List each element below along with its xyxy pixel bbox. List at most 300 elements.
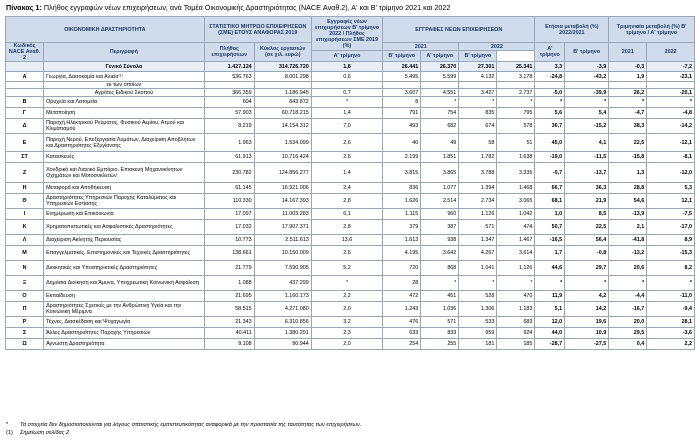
cell-description: Γεωργία, Δασοκομία και Αλιεία⁽¹⁾ [44,72,205,82]
cell-change-q1: 5,1 [535,302,565,317]
total-label: Γενικό Σύνολο [44,62,205,72]
cell-turnover: 437.299 [254,276,311,291]
cell-change-q2: 22,5 [565,220,609,235]
cell-a-2022: 1.347 [459,235,497,246]
cell-a-2021: 28 [383,276,421,291]
table-row [6,276,695,291]
cell-change-q2: 4,1 [565,134,609,152]
cell-change-q2: -11,5 [565,152,609,163]
cell-description: εκ των οποίων [44,82,205,89]
cell-description: Άλλες Δραστηριότητες Παροχής Υπηρεσιών [44,328,205,339]
cell-b-2022: 185 [497,339,535,350]
cell-enterprises: 1.088 [204,276,254,291]
cell-turnover: 1.160.173 [254,291,311,302]
cell-change-q2: -43,2 [565,72,609,82]
cell-enterprises: 17.097 [204,209,254,220]
cell-quarter-2022: 28,1 [647,317,695,328]
total-row [6,62,695,72]
total-b-2021: 26.370 [421,62,459,72]
cell-quarter-2022 [647,82,695,89]
table-row [6,246,695,261]
cell-ratio: 2,8 [311,220,382,235]
cell-turnover: 1.534.099 [254,134,311,152]
cell-b-2021: 960 [421,209,459,220]
cell-change-q1: * [535,276,565,291]
cell-a-2022: 1.306 [459,302,497,317]
cell-change-q1: -5,0 [535,89,565,97]
cell-a-2022 [459,82,497,89]
cell-a-2022: 528 [459,291,497,302]
cell-quarter-2022: -4,8 [647,108,695,119]
table-row [6,152,695,163]
footnote [6,430,361,438]
cell-nace-code: Α [6,72,44,82]
header-annual-change: Ετήσια μεταβολή (%) 2022/2021 [535,17,609,43]
cell-change-q2: -39,9 [565,89,609,97]
cell-change-q1: -24,8 [535,72,565,82]
cell-change-q1: 11,9 [535,291,565,302]
cell-quarter-2021: 26,2 [609,89,647,97]
cell-enterprises: 230.782 [204,163,254,183]
total-enterprises: 1.427.124 [204,62,254,72]
cell-enterprises: 61.145 [204,183,254,194]
cell-quarter-2021: 1,3 [609,163,647,183]
cell-quarter-2022: -12,0 [647,163,695,183]
cell-a-2022: * [459,97,497,108]
cell-ratio: 2,0 [311,339,382,350]
header-quarter-2022: 2022 [647,43,695,62]
cell-b-2022 [497,82,535,89]
cell-b-2022: 1.183 [497,302,535,317]
header-quarter-2021: 2021 [609,43,647,62]
cell-b-2021: 4.551 [421,89,459,97]
cell-a-2021: 3.815 [383,163,421,183]
cell-quarter-2022: -7,5 [647,209,695,220]
header-registrations: ΕΓΓΡΑΦΕΣ ΝΕΩΝ ΕΠΙΧΕΙΡΗΣΕΩΝ [383,17,535,43]
cell-quarter-2022: -14,2 [647,119,695,134]
cell-nace-code: Β [6,97,44,108]
cell-nace-code: Ο [6,291,44,302]
cell-change-q2: -13,7 [565,163,609,183]
cell-quarter-2021: -4,7 [609,108,647,119]
cell-change-q2: 29,7 [565,261,609,276]
cell-a-2021: 40 [383,134,421,152]
cell-b-2021: 1.077 [421,183,459,194]
cell-b-2021: 255 [421,339,459,350]
cell-turnover: 60.718.215 [254,108,311,119]
cell-turnover: 90.944 [254,339,311,350]
cell-enterprises: 536.763 [204,72,254,82]
cell-nace-code: Γ [6,108,44,119]
table-row [6,194,695,209]
cell-b-2021 [421,82,459,89]
cell-quarter-2021: -4,4 [609,291,647,302]
cell-turnover: 17.907.371 [254,220,311,235]
cell-a-2021: 4.195 [383,246,421,261]
cell-a-2021: 2.199 [383,152,421,163]
footnotes [6,422,361,438]
caption-label: Πίνακας 1: [6,3,42,12]
cell-quarter-2021: -15,8 [609,152,647,163]
cell-b-2022: 1.638 [497,152,535,163]
cell-change-q2: 10,9 [565,328,609,339]
cell-a-2021: 379 [383,220,421,235]
cell-description: Χρηματοπιστωτικές και Ασφαλιστικές Δραστηριότητες [44,220,205,235]
header-change-q2: Β' τρίμηνο [565,43,609,62]
header-ratio: Εγγραφές νέων επιχειρήσεων Β' τρίμηνο 2022 / Πλήθος επιχειρήσεων ΣΜΕ 2019 (%) [311,17,382,51]
cell-quarter-2021: 20,0 [609,317,647,328]
cell-a-2021: 3.607 [383,89,421,97]
cell-description: Κατασκευές [44,152,205,163]
cell-turnover: 10.716.424 [254,152,311,163]
cell-ratio: 0,6 [311,72,382,82]
footnote-mark: * [6,422,9,428]
cell-description: Μεταφορά και Αποθήκευση [44,183,205,194]
cell-description: Εκπαίδευση [44,291,205,302]
table-row [6,183,695,194]
cell-a-2021: 476 [383,317,421,328]
cell-b-2021: 3.642 [421,246,459,261]
cell-nace-code: Θ [6,194,44,209]
cell-quarter-2021: 54,6 [609,194,647,209]
cell-b-2022: 470 [497,291,535,302]
cell-a-2021: 493 [383,119,421,134]
cell-b-2022: 1.467 [497,235,535,246]
cell-ratio: 2,6 [311,134,382,152]
cell-enterprises: 604 [204,97,254,108]
header-nace-code: Κωδικός NACE Αναθ. 2 [6,43,44,62]
table-row [6,339,695,350]
cell-quarter-2022: * [647,276,695,291]
cell-description: Παροχή Ηλεκτρικού Ρεύματος, Φυσικού Αερίου, Ατμού και Κλιματισμού [44,119,205,134]
cell-b-2021: 49 [421,134,459,152]
cell-change-q1: 36,7 [535,119,565,134]
table-row [6,163,695,183]
cell-quarter-2021: -41,8 [609,235,647,246]
cell-b-2021: 868 [421,261,459,276]
cell-a-2022: 3.788 [459,163,497,183]
total-b-2022: 25.341 [497,62,535,72]
table-row [6,317,695,328]
cell-quarter-2022: -12,1 [647,134,695,152]
table-row [6,235,695,246]
cell-change-q2: -15,2 [565,119,609,134]
total-quarter-2021: -0,3 [609,62,647,72]
cell-quarter-2022: 8,9 [647,235,695,246]
cell-quarter-2022: -17,0 [647,220,695,235]
cell-b-2021: 2.514 [421,194,459,209]
cell-description: Δραστηριότητες Σχετικές με την Ανθρώπινη Υγεία και την Κοινωνική Μέριμνα [44,302,205,317]
cell-a-2021: 254 [383,339,421,350]
cell-b-2021: 754 [421,108,459,119]
cell-quarter-2022: * [647,97,695,108]
cell-description: Αγρότες Ειδικού Σκοπού [44,89,205,97]
cell-enterprises: 21.695 [204,291,254,302]
cell-a-2021: 836 [383,183,421,194]
cell-change-q1: 45,0 [535,134,565,152]
table-row [6,72,695,82]
cell-a-2021: 472 [383,291,421,302]
cell-change-q1: 44,6 [535,261,565,276]
cell-enterprises: 138.661 [204,246,254,261]
cell-ratio: 6,1 [311,209,382,220]
cell-b-2022: * [497,97,535,108]
table-row [6,119,695,134]
cell-turnover: 843.872 [254,97,311,108]
cell-turnover: 16.921.006 [254,183,311,194]
cell-b-2022: 3.614 [497,246,535,261]
cell-a-2021 [383,82,421,89]
cell-b-2022: 51 [497,134,535,152]
header-enterprises: Πλήθος επιχειρήσεων [204,43,254,62]
header-a-2022: Α' τρίμηνο [421,51,459,62]
table-row [6,134,695,152]
total-ratio: 1,8 [311,62,382,72]
table-row [6,261,695,276]
cell-enterprises [204,82,254,89]
cell-a-2021: 791 [383,108,421,119]
cell-a-2022: 181 [459,339,497,350]
cell-a-2022: 571 [459,220,497,235]
cell-b-2021: 938 [421,235,459,246]
cell-ratio: 2,3 [311,328,382,339]
cell-a-2022: 1.041 [459,261,497,276]
cell-turnover: 4.271.080 [254,302,311,317]
cell-description: Ορυχεία και Λατομεία [44,97,205,108]
cell-change-q2: 19,6 [565,317,609,328]
cell-quarter-2021: -13,2 [609,246,647,261]
cell-turnover: 124.856.277 [254,163,311,183]
cell-ratio: 13,6 [311,235,382,246]
cell-ratio: 2,0 [311,302,382,317]
cell-enterprises: 58.515 [204,302,254,317]
cell-b-2022: 3.178 [497,72,535,82]
cell-a-2021: 1.115 [383,209,421,220]
cell-b-2021: 5.599 [421,72,459,82]
cell-change-q1: 1,7 [535,246,565,261]
table-row [6,82,695,89]
cell-change-q1: 50,7 [535,220,565,235]
cell-a-2022: 58 [459,134,497,152]
cell-quarter-2021: 0,4 [609,339,647,350]
cell-change-q2: -27,5 [565,339,609,350]
cell-a-2022: 4.132 [459,72,497,82]
total-a-2022: 27.301 [459,62,497,72]
cell-nace-code: ΣΤ [6,152,44,163]
cell-b-2022: 578 [497,119,535,134]
cell-description: Αγνωστη Δραστηριότητα [44,339,205,350]
cell-nace-code: Μ [6,246,44,261]
cell-ratio: 2,6 [311,246,382,261]
cell-b-2022: 924 [497,328,535,339]
cell-b-2022: 3.065 [497,194,535,209]
cell-change-q2: * [565,97,609,108]
cell-ratio [311,82,382,89]
caption-text: Πλήθος εγγραφών νέων επιχειρήσεων, ανά Τομέα Οικονομικής Δραστηριότητας (NACE Αναθ.2), Α' και Β' τρίμηνο 2021 και 2022 [43,3,451,12]
statistics-table [5,16,695,350]
cell-turnover: 7.590.905 [254,261,311,276]
cell-change-q2: 8,5 [565,209,609,220]
table-row [6,328,695,339]
cell-ratio: 1,4 [311,163,382,183]
cell-quarter-2021: 38,3 [609,119,647,134]
cell-change-q2: * [565,276,609,291]
cell-nace-code [6,89,44,97]
cell-change-q1: -0,7 [535,163,565,183]
cell-a-2021: 5.495 [383,72,421,82]
cell-turnover: 11.003.283 [254,209,311,220]
header-b-2021: Β' τρίμηνο [383,51,421,62]
cell-nace-code: Κ [6,220,44,235]
cell-b-2021: 1.851 [421,152,459,163]
table-row [6,108,695,119]
cell-a-2021: 633 [383,328,421,339]
total-quarter-2022: -7,2 [647,62,695,72]
table-row [6,302,695,317]
cell-b-2022: 474 [497,220,535,235]
cell-ratio: 3,2 [311,317,382,328]
footnote-text: Τα στοιχεία δεν δημοσιοποιούνται για λόγους στατιστικής εμπιστευτικότητας αναφορικά με την προστασία της ταυτότητας των επιχειρήσεων. [20,422,362,428]
cell-enterprises: 21.343 [204,317,254,328]
cell-ratio: 5,2 [311,261,382,276]
cell-quarter-2022: -20,1 [647,89,695,97]
cell-b-2021: 682 [421,119,459,134]
header-year-2022: 2022 [459,43,535,51]
header-business-register: ΣΤΑΤΙΣΤΙΚΟ ΜΗΤΡΩΟ ΕΠΙΧΕΙΡΗΣΕΩΝ (ΣΜΕ) ΕΤΟΥΣ ΑΝΑΦΟΡΑΣ 2019 [204,17,311,43]
cell-description: Διαχείριση Ακίνητης Περιουσίας [44,235,205,246]
cell-a-2021: 720 [383,261,421,276]
cell-quarter-2021: 22,5 [609,134,647,152]
cell-change-q1: 66,7 [535,183,565,194]
cell-nace-code: Ρ [6,317,44,328]
cell-ratio: 2,4 [311,183,382,194]
cell-description: Διοικητικές και Υποστηρικτικές Δραστηριότητες [44,261,205,276]
cell-b-2022: 1.042 [497,209,535,220]
cell-enterprises: 21.779 [204,261,254,276]
cell-ratio: * [311,97,382,108]
header-change-q1: Α' τρίμηνο [535,43,565,62]
cell-b-2022: 795 [497,108,535,119]
header-description: Περιγραφή [44,43,205,62]
cell-quarter-2021: * [609,276,647,291]
cell-b-2021: 1.036 [421,302,459,317]
cell-turnover: 1.186.945 [254,89,311,97]
cell-b-2021: 387 [421,220,459,235]
cell-ratio: 2,2 [311,291,382,302]
cell-b-2022: 3.335 [497,163,535,183]
cell-b-2021: 833 [421,328,459,339]
cell-a-2021: 8 [383,97,421,108]
cell-turnover: 10.150.009 [254,246,311,261]
cell-turnover: 6.310.856 [254,317,311,328]
cell-change-q1: * [535,97,565,108]
cell-a-2022: 4.267 [459,246,497,261]
cell-description: Τέχνες, Διασκέδαση και Ψυχαγωγία [44,317,205,328]
header-turnover: Κύκλος εργασιών (σε χιλ. ευρώ) [254,43,311,62]
cell-enterprises: 61.913 [204,152,254,163]
cell-b-2021: * [421,276,459,291]
cell-nace-code: Η [6,183,44,194]
cell-a-2021: 1.243 [383,302,421,317]
cell-quarter-2022: -15,3 [647,246,695,261]
cell-change-q1: -28,7 [535,339,565,350]
cell-a-2022: 2.734 [459,194,497,209]
cell-ratio: 2,8 [311,194,382,209]
cell-ratio: 7,0 [311,119,382,134]
cell-ratio: 1,4 [311,108,382,119]
cell-nace-code: Ι [6,209,44,220]
cell-nace-code: Λ [6,235,44,246]
cell-a-2021: 1.626 [383,194,421,209]
cell-change-q2: 21,9 [565,194,609,209]
cell-nace-code: Σ [6,328,44,339]
cell-b-2022: 1.468 [497,183,535,194]
cell-change-q2: 56,4 [565,235,609,246]
cell-nace-code: Δ [6,119,44,134]
total-a-2021: 26.441 [383,62,421,72]
header-year-2021: 2021 [383,43,459,51]
cell-description: Χονδρικό και Λιανικό Εμπόριο, Επισκευή Μηχανοκίνητων Οχημάτων και Μοτοσυκλετών [44,163,205,183]
cell-quarter-2022: -23,1 [647,72,695,82]
cell-nace-code: Ζ [6,163,44,183]
cell-enterprises: 40.411 [204,328,254,339]
cell-change-q1: 44,0 [535,328,565,339]
table-row [6,209,695,220]
cell-quarter-2022: -3,6 [647,328,695,339]
cell-a-2022: 533 [459,317,497,328]
cell-description: Παροχή Νερού, Επεξεργασία Λυμάτων, Διαχείριση Αποβλήτων και Δραστηριότητες Εξυγίανσης [44,134,205,152]
cell-change-q1: 68,1 [535,194,565,209]
cell-change-q2: -0,8 [565,246,609,261]
header-activity: ΟΙΚΟΝΟΜΙΚΗ ΔΡΑΣΤΗΡΙΟΤΗΤΑ [6,17,205,43]
cell-turnover: 14.154.312 [254,119,311,134]
cell-change-q2: 14,2 [565,302,609,317]
cell-quarter-2022: 2,2 [647,339,695,350]
cell-quarter-2021 [609,82,647,89]
cell-quarter-2021: -13,9 [609,209,647,220]
cell-change-q1: -16,5 [535,235,565,246]
table-row [6,291,695,302]
cell-nace-code: Π [6,302,44,317]
cell-quarter-2022: -9,4 [647,302,695,317]
cell-change-q1: 1,0 [535,209,565,220]
cell-description: Δημόσια Διοίκηση και Άμυνα, Υποχρεωτική Κοινωνική Ασφάλιση [44,276,205,291]
cell-change-q2 [565,82,609,89]
total-turnover: 314.726.720 [254,62,311,72]
cell-b-2021: * [421,97,459,108]
cell-quarter-2021: -16,7 [609,302,647,317]
cell-nace-code: Ω [6,339,44,350]
header-quarterly-change: Τριμηνιαία μεταβολή (%) Β' τρίμηνο / Α' τρίμηνο [609,17,695,43]
footnote-text: Σημείωση σελίδας 2 [20,430,70,436]
cell-a-2022: 1.394 [459,183,497,194]
cell-quarter-2021: 29,5 [609,328,647,339]
table-caption [6,3,450,12]
cell-quarter-2022: 8,2 [647,261,695,276]
cell-turnover [254,82,311,89]
cell-nace-code: Ε [6,134,44,152]
cell-change-q2: 36,3 [565,183,609,194]
cell-ratio: 2,6 [311,152,382,163]
cell-b-2022: 683 [497,317,535,328]
cell-enterprises: 9.108 [204,339,254,350]
cell-turnover: 8.001.298 [254,72,311,82]
cell-nace-code: Ξ [6,276,44,291]
cell-change-q1 [535,82,565,89]
cell-quarter-2022: -8,1 [647,152,695,163]
cell-description: Ενημέρωση και Επικοινωνία [44,209,205,220]
cell-turnover: 2.511.613 [254,235,311,246]
